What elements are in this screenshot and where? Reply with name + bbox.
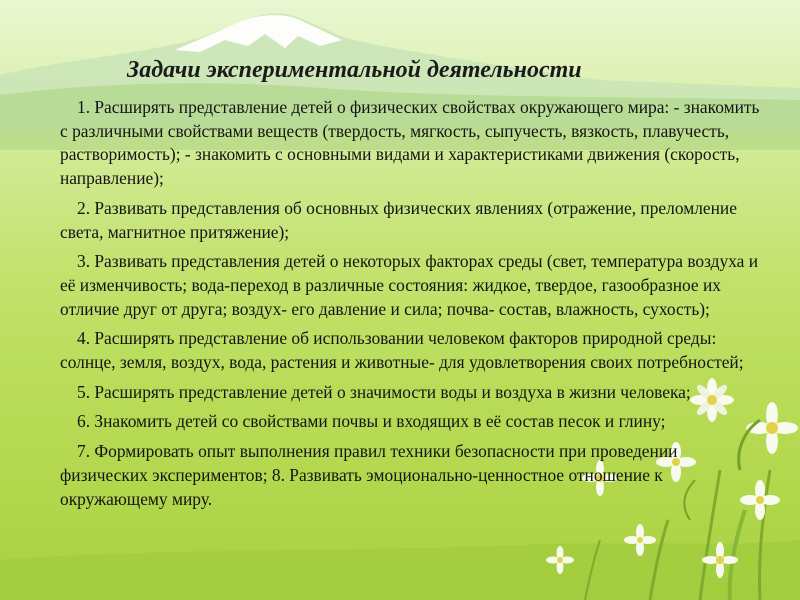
- task-item-2: 2. Развивать представления об основных физических явлениях (отражение, преломление света, магнитное притяжение);: [60, 197, 737, 242]
- task-item-7: 7. Формировать опыт выполнения правил техники безопасности при проведении физических экспериментов; 8. Развивать эмоционально-ценностное отношение к окружающему миру.: [60, 441, 678, 509]
- task-item-5: 5. Расширять представление детей о значимости воды и воздуха в жизни человека;: [77, 381, 691, 402]
- tasks-list: [60, 96, 766, 517]
- slide-title: Задачи экспериментальной деятельности: [127, 57, 582, 83]
- task-item-4: 4. Расширять представление об использовании человеком факторов природной среды: солнце, земля, воздух, вода, растения и животные- для удовлетворения своих потребностей;: [60, 328, 744, 373]
- task-item-6: 6. Знакомить детей со свойствами почвы и входящих в её состав песок и глину;: [77, 411, 666, 432]
- task-item-3: 3. Развивать представления детей о некоторых факторах среды (свет, температура воздуха и её изменчивость; вода-переход в различные состояния: жидкое, твердое, газообразное их отличие друг от друга; воздух- его давление и сила; почва- состав, влажность, сухость);: [60, 251, 759, 319]
- grass-strip: [0, 540, 800, 600]
- task-item-1: 1. Расширять представление детей о физических свойствах окружающего мира: - знакомить с различными свойствами веществ (твердость, мягкость, сыпучесть, вязкость, плавучесть, растворимость); - знакомить с основными видами и характеристиками движения (скорость, направление);: [60, 97, 760, 189]
